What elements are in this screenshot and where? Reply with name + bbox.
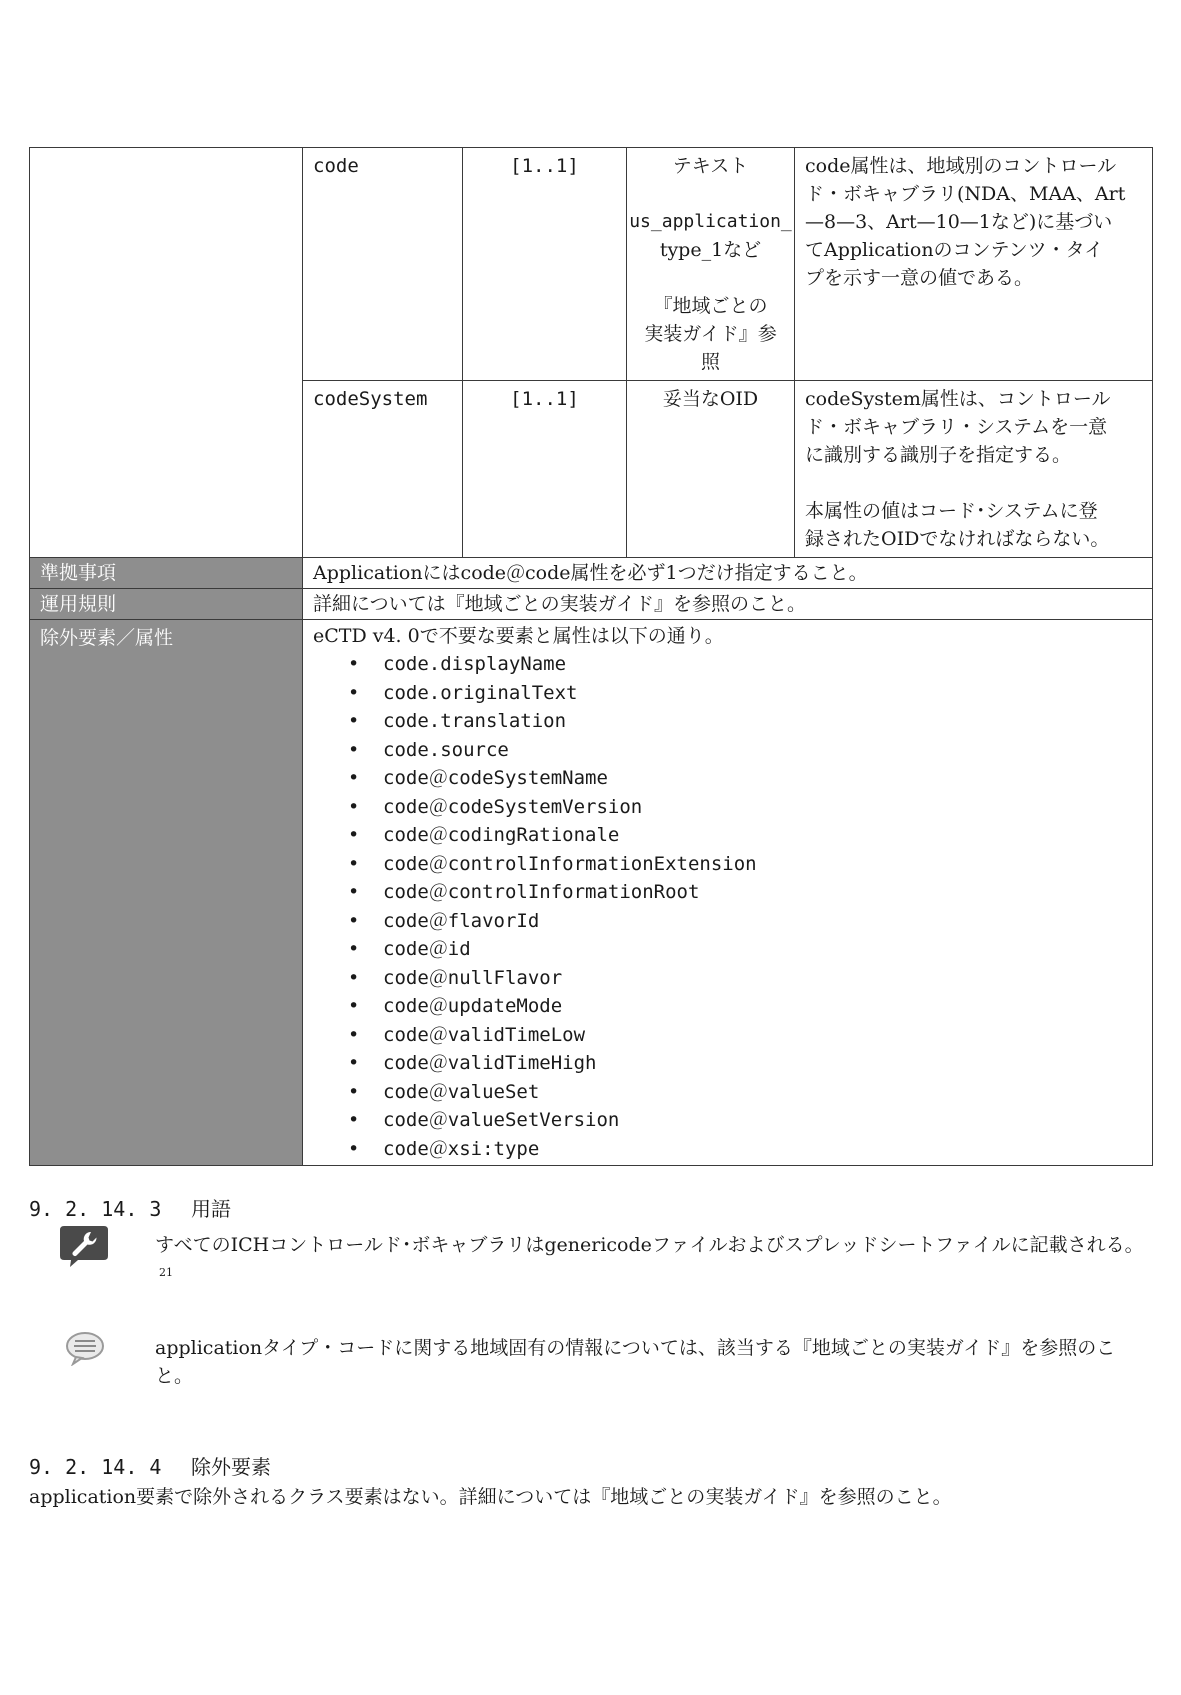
terms-note-2 [155, 1334, 1150, 1390]
conformance-label: 準拠事項 [30, 558, 303, 589]
cardinality: [1..1] [510, 388, 579, 410]
attribute-name: code [313, 155, 359, 177]
description-cell [795, 148, 1153, 381]
list-item: • code.translation [383, 707, 1142, 736]
cardinality: [1..1] [510, 155, 579, 177]
list-item: • code.originalText [383, 679, 1142, 708]
value-cell [627, 148, 795, 381]
list-item: • code＠controlInformationExtension [383, 850, 1142, 879]
operation-rule-label: 運用規則 [30, 589, 303, 620]
footnote-ref: 21 [159, 1266, 173, 1279]
section-title: 用語 [191, 1197, 231, 1221]
table-row [30, 148, 1153, 381]
row-header-cell [30, 148, 303, 558]
value-line: テキスト [672, 155, 749, 177]
list-item: • code＠codeSystemVersion [383, 793, 1142, 822]
operation-rule-text: 詳細については『地域ごとの実装ガイド』を参照のこと。 [303, 589, 1153, 620]
exclusions-body: application要素で除外されるクラス要素はない。詳細については『地域ごとの実装ガイド』を参照のこと。 [29, 1486, 952, 1508]
list-item: • code＠id [383, 935, 1142, 964]
value-line: 妥当なOID [662, 388, 759, 410]
value-line: us_application_ [629, 211, 792, 232]
section-heading-exclusions [29, 1451, 271, 1480]
value-line-spacer [629, 180, 792, 208]
list-item: • code＠valueSet [383, 1078, 1142, 1107]
speech-bubble-icon [64, 1330, 106, 1366]
exclusion-label: 除外要素／属性 [30, 620, 303, 1166]
list-item: • code＠codeSystemName [383, 764, 1142, 793]
description-line: プを示す一意の値である。 [805, 267, 1034, 289]
operation-rule-row [30, 589, 1153, 620]
description-line: ド・ボキャブラリ・システムを一意 [805, 416, 1108, 438]
section-heading-terms [29, 1193, 231, 1222]
list-item: • code＠validTimeHigh [383, 1049, 1142, 1078]
value-line: 実装ガイド』参 [644, 323, 777, 345]
list-item: • code＠validTimeLow [383, 1021, 1142, 1050]
attribute-name: codeSystem [313, 388, 428, 410]
section-title: 除外要素 [191, 1455, 271, 1479]
list-item: • code＠updateMode [383, 992, 1142, 1021]
list-item: • code＠codingRationale [383, 821, 1142, 850]
conformance-text: Applicationにはcode＠code属性を必ず1つだけ指定すること。 [303, 558, 1153, 589]
cardinality-cell [463, 381, 627, 558]
value-line: 『地域ごとの [653, 295, 768, 317]
section-number: 9. 2. 14. 4 [29, 1455, 162, 1479]
description-cell [795, 381, 1153, 558]
value-line-spacer [629, 264, 792, 292]
description-line: codeSystem属性は、コントロール [805, 388, 1111, 410]
list-item: • code.source [383, 736, 1142, 765]
section-number: 9. 2. 14. 3 [29, 1197, 162, 1221]
description-line-spacer [805, 469, 1142, 497]
conformance-row [30, 558, 1153, 589]
description-line: code属性は、地域別のコントロール [805, 155, 1117, 177]
terms-note-2-text: applicationタイプ・コードに関する地域固有の情報については、該当する『地域ごとの実装ガイド』を参照のこと。 [155, 1337, 1116, 1387]
description-line: に識別する識別子を指定する。 [805, 444, 1072, 466]
cardinality-cell [463, 148, 627, 381]
list-item: • code＠flavorId [383, 907, 1142, 936]
exclusion-cell [303, 620, 1153, 1166]
list-item: • code＠valueSetVersion [383, 1106, 1142, 1135]
attribute-name-cell [303, 381, 463, 558]
list-item: • code.displayName [383, 650, 1142, 679]
list-item: • code＠nullFlavor [383, 964, 1142, 993]
attribute-name-cell [303, 148, 463, 381]
terms-note-1 [155, 1231, 1150, 1291]
description-line: ド・ボキャブラリ(NDA、MAA、Art [805, 183, 1126, 205]
description-line: —8—3、Art—10—1など)に基づい [805, 211, 1113, 233]
value-line: 照 [700, 351, 720, 373]
list-item: • code＠controlInformationRoot [383, 878, 1142, 907]
attribute-spec-table [29, 147, 1153, 1166]
exclusion-row [30, 620, 1153, 1166]
wrench-icon [58, 1222, 110, 1268]
description-line: 録されたOIDでなければならない。 [805, 528, 1110, 550]
value-line: type_1など [659, 239, 762, 261]
terms-note-1-text: すべてのICHコントロールド･ボキャブラリはgenericodeファイルおよびスプレッドシートファイルに記載される。 [155, 1234, 1144, 1256]
list-item: • code＠xsi:type [383, 1135, 1142, 1164]
description-line: 本属性の値はコード･システムに登 [805, 500, 1098, 522]
value-cell [627, 381, 795, 558]
description-line: てApplicationのコンテンツ・タイ [805, 239, 1104, 261]
exclusion-list [313, 650, 1142, 1163]
exclusion-intro: eCTD v4. 0で不要な要素と属性は以下の通り。 [313, 625, 724, 647]
